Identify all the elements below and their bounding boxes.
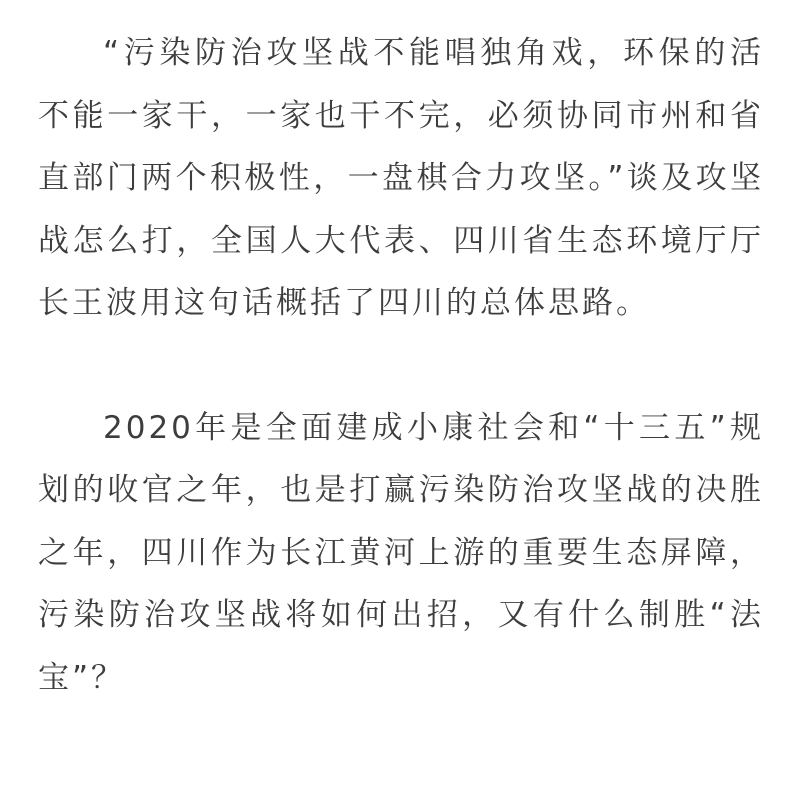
article-body — [38, 22, 764, 709]
paragraph-quote-overview: “污染防治攻坚战不能唱独角戏，环保的活不能一家干，一家也干不完，必须协同市州和省直部门两个积极性，一盘棋合力攻坚。”谈及攻坚战怎么打，全国人大代表、四川省生态环境厅厅长王波用这句话概括了四川的总体思路。 — [38, 35, 764, 321]
paragraph-2020-context: 2020年是全面建成小康社会和“十三五”规划的收官之年，也是打赢污染防治攻坚战的决胜之年，四川作为长江黄河上游的重要生态屏障，污染防治攻坚战将如何出招，又有什么制胜“法宝”？ — [38, 409, 764, 696]
